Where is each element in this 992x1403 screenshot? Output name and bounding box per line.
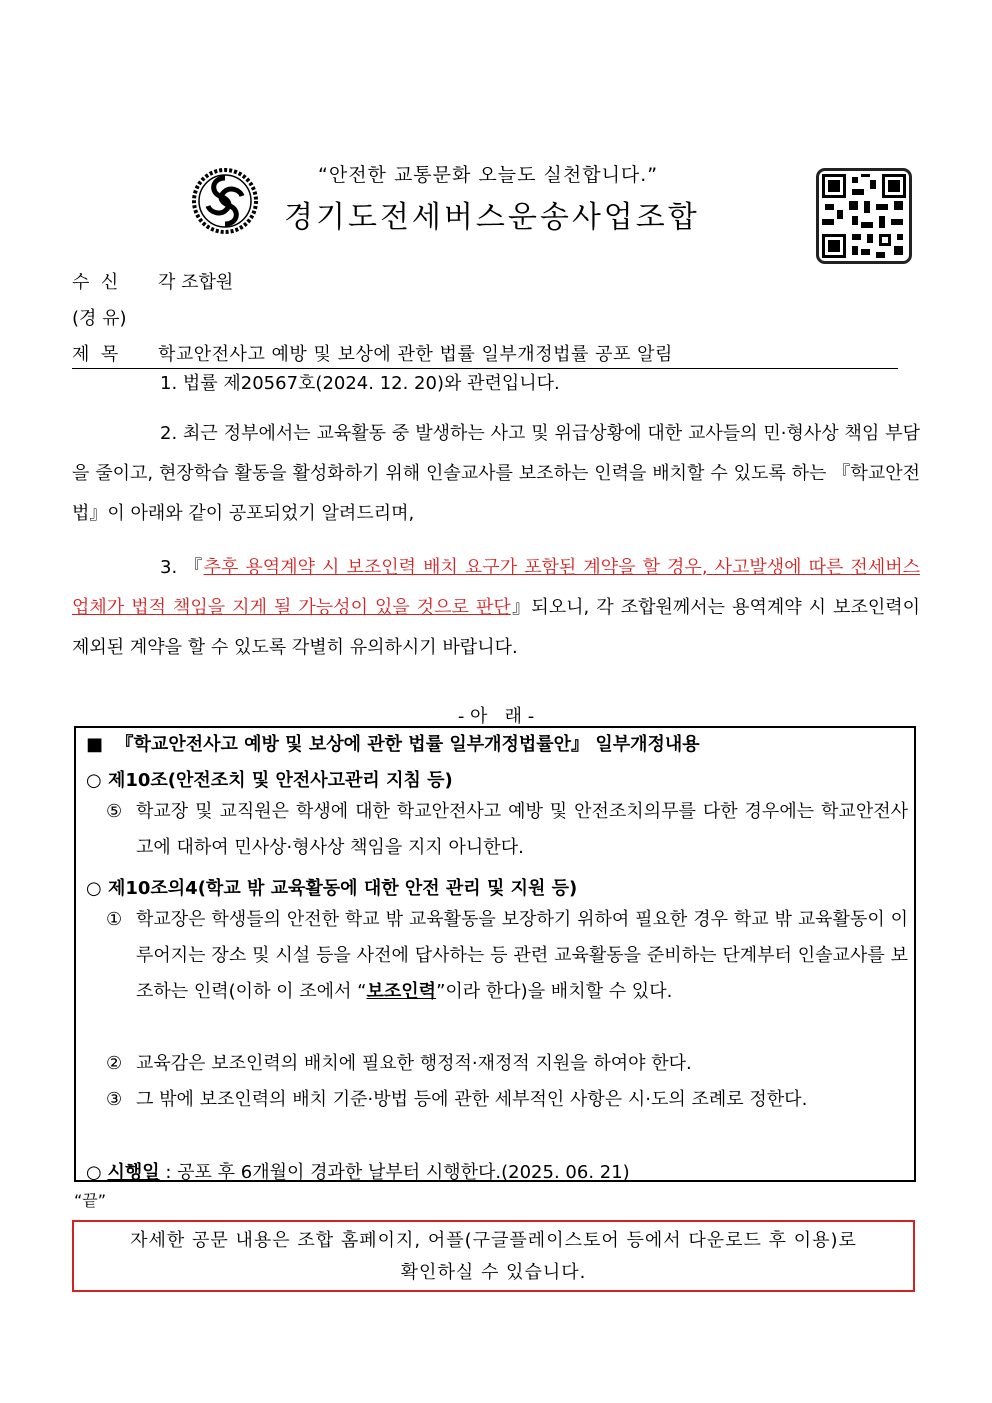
clause-text: 학교장 및 교직원은 학생에 대한 학교안전사고 예방 및 안전조치의무를 다한 경우에는 학교안전사고에 대하여 민사상·형사상 책임을 지지 아니한다. — [136, 801, 908, 858]
subject-text: 학교안전사고 예방 및 보상에 관한 법률 일부개정법률 공포 알림 — [158, 344, 673, 365]
clause-number: ① — [106, 909, 123, 930]
recipient-line — [72, 268, 233, 294]
clause-text-a: 학교장은 학생들의 안전한 학교 밖 교육활동을 보장하기 위하여 필요한 경우 학교 밖 교육활동이 이루어지는 장소 및 시설 등을 사전에 답사하는 등 관련 교육활동을 준비하는 단계부터 인솔교사를 보조하는 인력(이하 이 조에서 “ — [136, 909, 908, 1002]
paragraph-3-highlight: 추후 용역계약 시 보조인력 배치 요구가 포함된 계약을 할 경우, 사고발생에 따른 전세버스 업체가 법적 책임을 지게 될 가능성이 있을 것으로 판단 — [72, 557, 920, 618]
clause-number: ② — [106, 1053, 123, 1074]
union-logo — [192, 168, 258, 234]
article-10-4-heading: ○ 제10조의4(학교 밖 교육활동에 대한 안전 관리 및 지원 등) — [86, 878, 578, 899]
paragraph-3-suffix: 』되오니, 각 조합원께서는 용역계약 시 보조인력이 제외된 계약을 할 수 있도록 각별히 유의하시기 바랍니다. — [72, 597, 920, 658]
effective-date-line — [86, 1158, 630, 1184]
clause-text: 교육감은 보조인력의 배치에 필요한 행정적·재정적 지원을 하여야 한다. — [136, 1053, 692, 1074]
clause-number: ⑤ — [106, 801, 123, 822]
effective-date-text: : 공포 후 6개월이 경과한 날부터 시행한다.(2025. 06. 21) — [165, 1162, 630, 1183]
effective-date-label: 시행일 — [107, 1162, 160, 1183]
clause-text-b: ”이라 한다)을 배치할 수 있다. — [436, 981, 673, 1002]
qr-code-icon[interactable] — [816, 168, 912, 264]
paragraph-3-prefix: 3. 『 — [160, 557, 204, 578]
below-heading: - 아 래 - — [457, 706, 535, 727]
article-10-4-clause-1 — [106, 902, 908, 1010]
amendment-box — [74, 726, 916, 1182]
article-10-clause-5 — [106, 794, 908, 866]
recipient-value: 각 조합원 — [158, 272, 234, 293]
notice-line-1: 자세한 공문 내용은 조합 홈페이지, 어플(구글플레이스토어 등에서 다운로드 후 이용)로 — [130, 1230, 857, 1251]
recipient-label: 수 신 — [72, 272, 119, 293]
article-10-heading: ○ 제10조(안전조치 및 안전사고관리 지침 등) — [86, 770, 453, 791]
paragraph-1 — [72, 364, 920, 404]
clause-text: 그 밖에 보조인력의 배치 기준·방법 등에 관한 세부적인 사항은 시·도의 조례로 정한다. — [136, 1089, 808, 1110]
organization-name: 경기도전세버스운송사업조합 — [284, 200, 700, 235]
article-10-4-clause-3 — [106, 1082, 908, 1118]
paragraph-1-text: 1. 법률 제20567호(2024. 12. 20)와 관련입니다. — [160, 373, 560, 394]
notice-line-2: 확인하실 수 있습니다. — [400, 1262, 587, 1283]
defined-term: 보조인력 — [366, 981, 437, 1002]
amendment-title: ■ 『학교안전사고 예방 및 보상에 관한 법률 일부개정법률안』 일부개정내용 — [86, 734, 700, 755]
paragraph-2-text: 2. 최근 정부에서는 교육활동 중 발생하는 사고 및 위급상황에 대한 교사들의 민·형사상 책임 부담을 줄이고, 현장학습 활동을 활성화하기 위해 인솔교사를 보조하는 인력을 배치할 수 있도록 하는 『학교안전법』이 아래와 같이 공포되었기 알려드리며, — [72, 423, 920, 524]
notice-box — [72, 1220, 915, 1292]
effective-mark: ○ — [86, 1162, 102, 1183]
paragraph-2 — [72, 414, 920, 534]
slogan: “안전한 교통문화 오늘도 실천합니다.” — [318, 164, 659, 186]
subject-label: 제 목 — [72, 344, 119, 365]
end-mark: “끝” — [74, 1191, 107, 1210]
clause-number: ③ — [106, 1089, 123, 1110]
article-10-4-clause-2 — [106, 1046, 908, 1082]
paragraph-3 — [72, 548, 920, 668]
via-line: (경 유) — [72, 308, 127, 329]
